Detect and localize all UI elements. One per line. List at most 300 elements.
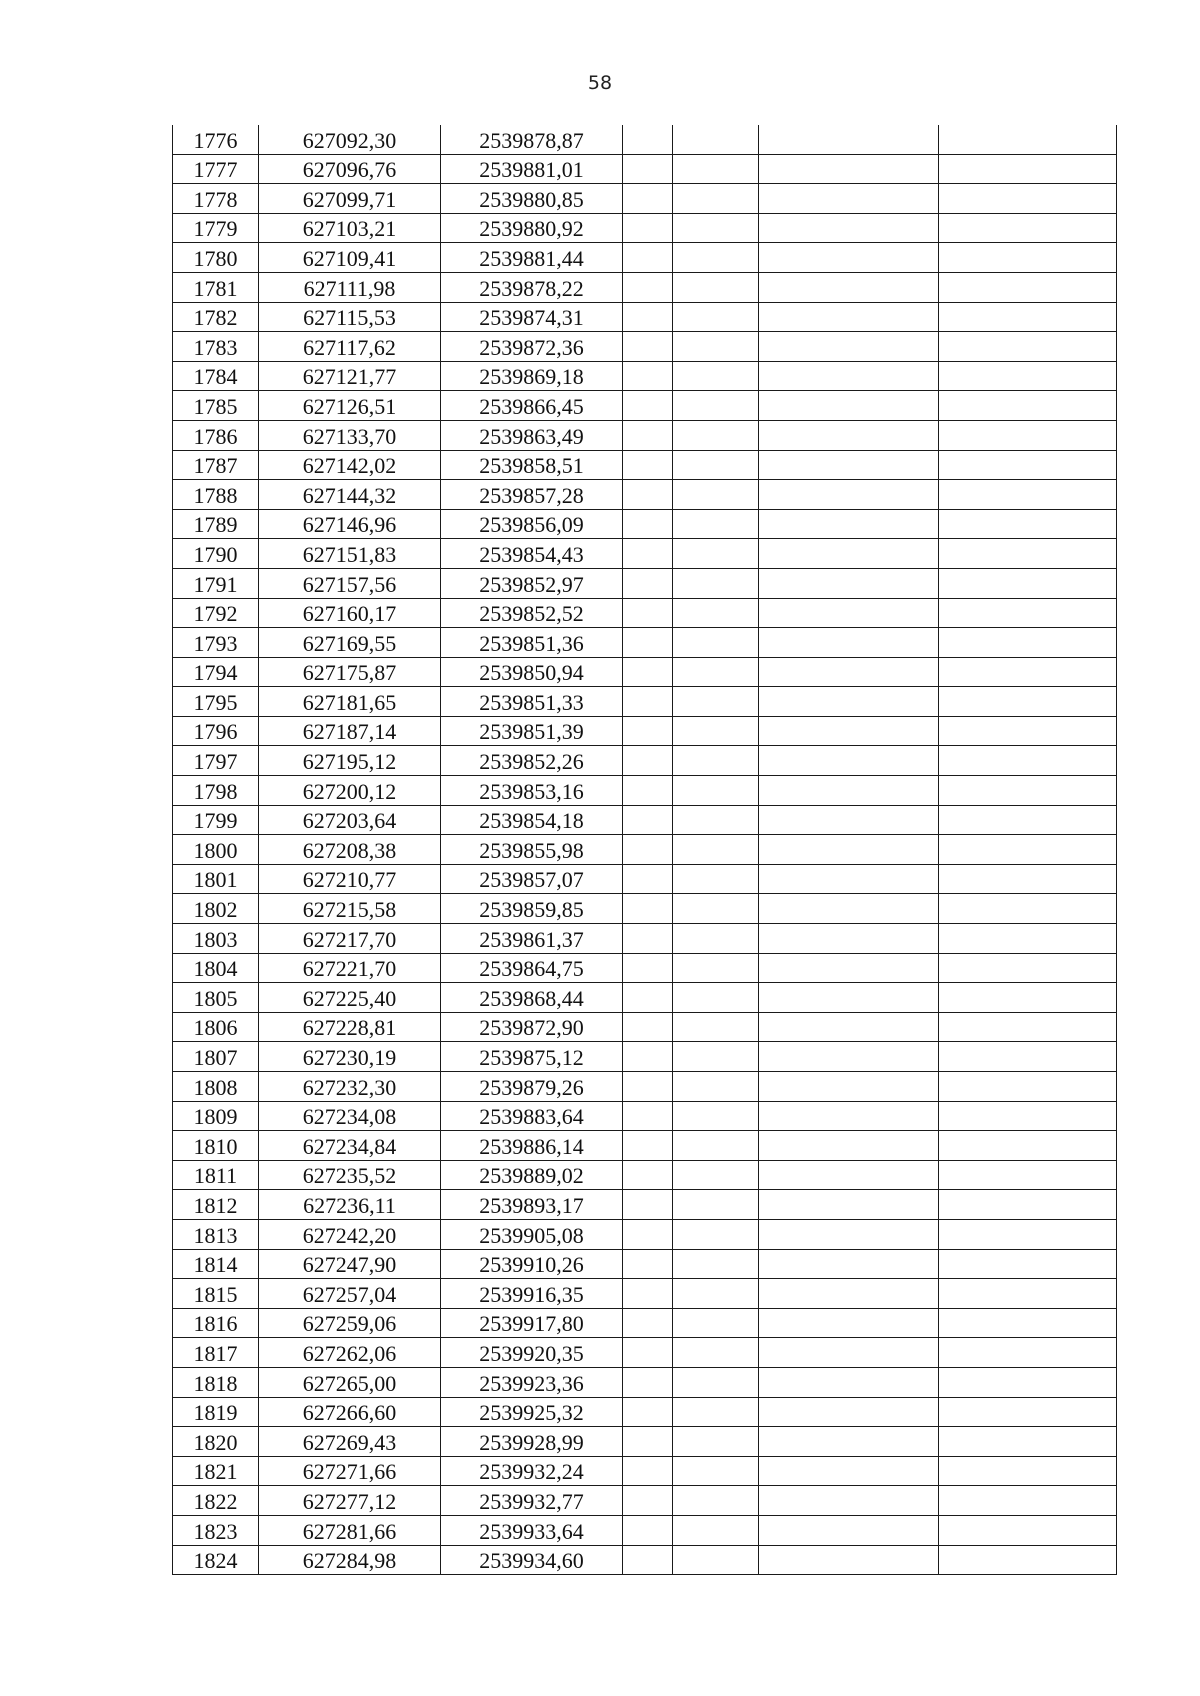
- point-number-cell: 1821: [173, 1456, 259, 1486]
- empty-cell: [759, 924, 939, 954]
- x-coordinate-cell: 627262,06: [259, 1338, 441, 1368]
- empty-cell: [623, 480, 673, 510]
- point-number-cell: 1804: [173, 953, 259, 983]
- empty-cell: [623, 1279, 673, 1309]
- y-coordinate-cell: 2539852,97: [441, 568, 623, 598]
- empty-cell: [673, 746, 759, 776]
- table-row: [173, 687, 1117, 717]
- x-coordinate-cell: 627234,84: [259, 1131, 441, 1161]
- coordinates-table: [172, 125, 1117, 1575]
- empty-cell: [759, 835, 939, 865]
- x-coordinate-cell: 627242,20: [259, 1219, 441, 1249]
- empty-cell: [673, 776, 759, 806]
- x-coordinate-cell: 627160,17: [259, 598, 441, 628]
- empty-cell: [673, 716, 759, 746]
- point-number-cell: 1806: [173, 1012, 259, 1042]
- x-coordinate-cell: 627103,21: [259, 213, 441, 243]
- empty-cell: [673, 125, 759, 154]
- y-coordinate-cell: 2539869,18: [441, 361, 623, 391]
- empty-cell: [759, 776, 939, 806]
- empty-cell: [939, 1190, 1117, 1220]
- empty-cell: [759, 125, 939, 154]
- empty-cell: [939, 125, 1117, 154]
- empty-cell: [673, 332, 759, 362]
- empty-cell: [759, 154, 939, 184]
- table-row: [173, 1072, 1117, 1102]
- x-coordinate-cell: 627210,77: [259, 864, 441, 894]
- point-number-cell: 1780: [173, 243, 259, 273]
- empty-cell: [673, 243, 759, 273]
- table-row: [173, 1367, 1117, 1397]
- empty-cell: [623, 213, 673, 243]
- empty-cell: [759, 805, 939, 835]
- empty-cell: [673, 154, 759, 184]
- page-number: 58: [587, 72, 613, 94]
- empty-cell: [673, 1072, 759, 1102]
- point-number-cell: 1819: [173, 1397, 259, 1427]
- y-coordinate-cell: 2539932,24: [441, 1456, 623, 1486]
- empty-cell: [759, 391, 939, 421]
- point-number-cell: 1788: [173, 480, 259, 510]
- empty-cell: [623, 687, 673, 717]
- x-coordinate-cell: 627142,02: [259, 450, 441, 480]
- empty-cell: [623, 835, 673, 865]
- y-coordinate-cell: 2539916,35: [441, 1279, 623, 1309]
- empty-cell: [759, 1308, 939, 1338]
- empty-cell: [759, 864, 939, 894]
- table-row: [173, 835, 1117, 865]
- empty-cell: [939, 1515, 1117, 1545]
- table-row: [173, 1219, 1117, 1249]
- y-coordinate-cell: 2539893,17: [441, 1190, 623, 1220]
- y-coordinate-cell: 2539851,39: [441, 716, 623, 746]
- table-row: [173, 1338, 1117, 1368]
- empty-cell: [623, 894, 673, 924]
- empty-cell: [939, 361, 1117, 391]
- empty-cell: [673, 361, 759, 391]
- point-number-cell: 1793: [173, 628, 259, 658]
- x-coordinate-cell: 627092,30: [259, 125, 441, 154]
- empty-cell: [939, 1101, 1117, 1131]
- empty-cell: [623, 1545, 673, 1575]
- point-number-cell: 1796: [173, 716, 259, 746]
- table-row: [173, 243, 1117, 273]
- empty-cell: [623, 391, 673, 421]
- y-coordinate-cell: 2539854,43: [441, 539, 623, 569]
- empty-cell: [759, 243, 939, 273]
- empty-cell: [939, 1219, 1117, 1249]
- y-coordinate-cell: 2539925,32: [441, 1397, 623, 1427]
- point-number-cell: 1824: [173, 1545, 259, 1575]
- empty-cell: [673, 628, 759, 658]
- empty-cell: [759, 953, 939, 983]
- point-number-cell: 1783: [173, 332, 259, 362]
- table-row: [173, 657, 1117, 687]
- y-coordinate-cell: 2539850,94: [441, 657, 623, 687]
- table-row: [173, 420, 1117, 450]
- point-number-cell: 1776: [173, 125, 259, 154]
- empty-cell: [623, 243, 673, 273]
- empty-cell: [759, 1397, 939, 1427]
- empty-cell: [623, 1042, 673, 1072]
- empty-cell: [759, 1367, 939, 1397]
- empty-cell: [759, 1160, 939, 1190]
- point-number-cell: 1803: [173, 924, 259, 954]
- empty-cell: [623, 1072, 673, 1102]
- y-coordinate-cell: 2539932,77: [441, 1486, 623, 1516]
- empty-cell: [673, 1042, 759, 1072]
- table-row: [173, 1131, 1117, 1161]
- table-row: [173, 272, 1117, 302]
- empty-cell: [673, 272, 759, 302]
- empty-cell: [673, 1308, 759, 1338]
- empty-cell: [673, 1219, 759, 1249]
- empty-cell: [759, 1456, 939, 1486]
- x-coordinate-cell: 627225,40: [259, 983, 441, 1013]
- y-coordinate-cell: 2539880,85: [441, 184, 623, 214]
- empty-cell: [939, 568, 1117, 598]
- empty-cell: [759, 1012, 939, 1042]
- empty-cell: [673, 1190, 759, 1220]
- y-coordinate-cell: 2539861,37: [441, 924, 623, 954]
- empty-cell: [939, 746, 1117, 776]
- empty-cell: [673, 953, 759, 983]
- table-row: [173, 1012, 1117, 1042]
- empty-cell: [673, 687, 759, 717]
- empty-cell: [623, 953, 673, 983]
- x-coordinate-cell: 627200,12: [259, 776, 441, 806]
- empty-cell: [623, 184, 673, 214]
- empty-cell: [623, 1456, 673, 1486]
- empty-cell: [623, 598, 673, 628]
- table-row: [173, 539, 1117, 569]
- empty-cell: [623, 805, 673, 835]
- empty-cell: [759, 1042, 939, 1072]
- empty-cell: [939, 983, 1117, 1013]
- empty-cell: [939, 1427, 1117, 1457]
- empty-cell: [759, 568, 939, 598]
- x-coordinate-cell: 627230,19: [259, 1042, 441, 1072]
- point-number-cell: 1784: [173, 361, 259, 391]
- y-coordinate-cell: 2539859,85: [441, 894, 623, 924]
- x-coordinate-cell: 627146,96: [259, 509, 441, 539]
- empty-cell: [623, 539, 673, 569]
- empty-cell: [623, 628, 673, 658]
- empty-cell: [673, 983, 759, 1013]
- empty-cell: [623, 1219, 673, 1249]
- point-number-cell: 1777: [173, 154, 259, 184]
- empty-cell: [939, 302, 1117, 332]
- table-row: [173, 598, 1117, 628]
- y-coordinate-cell: 2539928,99: [441, 1427, 623, 1457]
- table-row: [173, 1486, 1117, 1516]
- x-coordinate-cell: 627235,52: [259, 1160, 441, 1190]
- y-coordinate-cell: 2539858,51: [441, 450, 623, 480]
- point-number-cell: 1809: [173, 1101, 259, 1131]
- empty-cell: [939, 243, 1117, 273]
- empty-cell: [939, 894, 1117, 924]
- x-coordinate-cell: 627115,53: [259, 302, 441, 332]
- point-number-cell: 1791: [173, 568, 259, 598]
- x-coordinate-cell: 627277,12: [259, 1486, 441, 1516]
- x-coordinate-cell: 627284,98: [259, 1545, 441, 1575]
- y-coordinate-cell: 2539852,52: [441, 598, 623, 628]
- empty-cell: [623, 716, 673, 746]
- table-row: [173, 1308, 1117, 1338]
- empty-cell: [759, 1486, 939, 1516]
- y-coordinate-cell: 2539852,26: [441, 746, 623, 776]
- empty-cell: [759, 983, 939, 1013]
- empty-cell: [623, 983, 673, 1013]
- empty-cell: [673, 184, 759, 214]
- point-number-cell: 1811: [173, 1160, 259, 1190]
- empty-cell: [623, 924, 673, 954]
- y-coordinate-cell: 2539864,75: [441, 953, 623, 983]
- empty-cell: [623, 1131, 673, 1161]
- x-coordinate-cell: 627232,30: [259, 1072, 441, 1102]
- point-number-cell: 1778: [173, 184, 259, 214]
- empty-cell: [673, 1427, 759, 1457]
- y-coordinate-cell: 2539857,28: [441, 480, 623, 510]
- empty-cell: [673, 568, 759, 598]
- empty-cell: [939, 1012, 1117, 1042]
- table-row: [173, 924, 1117, 954]
- x-coordinate-cell: 627109,41: [259, 243, 441, 273]
- empty-cell: [673, 1545, 759, 1575]
- empty-cell: [759, 1427, 939, 1457]
- table-row: [173, 1042, 1117, 1072]
- empty-cell: [623, 1427, 673, 1457]
- y-coordinate-cell: 2539856,09: [441, 509, 623, 539]
- empty-cell: [623, 1249, 673, 1279]
- point-number-cell: 1792: [173, 598, 259, 628]
- coordinates-table-body: [173, 125, 1117, 1575]
- empty-cell: [623, 1160, 673, 1190]
- y-coordinate-cell: 2539851,33: [441, 687, 623, 717]
- y-coordinate-cell: 2539855,98: [441, 835, 623, 865]
- empty-cell: [939, 539, 1117, 569]
- point-number-cell: 1786: [173, 420, 259, 450]
- empty-cell: [939, 480, 1117, 510]
- empty-cell: [939, 1042, 1117, 1072]
- x-coordinate-cell: 627228,81: [259, 1012, 441, 1042]
- y-coordinate-cell: 2539920,35: [441, 1338, 623, 1368]
- empty-cell: [673, 1101, 759, 1131]
- point-number-cell: 1807: [173, 1042, 259, 1072]
- empty-cell: [759, 1338, 939, 1368]
- point-number-cell: 1795: [173, 687, 259, 717]
- table-row: [173, 154, 1117, 184]
- y-coordinate-cell: 2539875,12: [441, 1042, 623, 1072]
- y-coordinate-cell: 2539934,60: [441, 1545, 623, 1575]
- table-row: [173, 776, 1117, 806]
- empty-cell: [623, 420, 673, 450]
- empty-cell: [939, 154, 1117, 184]
- table-row: [173, 1249, 1117, 1279]
- empty-cell: [623, 776, 673, 806]
- empty-cell: [759, 746, 939, 776]
- y-coordinate-cell: 2539866,45: [441, 391, 623, 421]
- table-row: [173, 391, 1117, 421]
- empty-cell: [759, 184, 939, 214]
- point-number-cell: 1799: [173, 805, 259, 835]
- empty-cell: [939, 776, 1117, 806]
- empty-cell: [673, 1160, 759, 1190]
- point-number-cell: 1812: [173, 1190, 259, 1220]
- table-row: [173, 1101, 1117, 1131]
- point-number-cell: 1798: [173, 776, 259, 806]
- empty-cell: [673, 1279, 759, 1309]
- empty-cell: [939, 1397, 1117, 1427]
- empty-cell: [759, 1545, 939, 1575]
- x-coordinate-cell: 627271,66: [259, 1456, 441, 1486]
- point-number-cell: 1815: [173, 1279, 259, 1309]
- point-number-cell: 1816: [173, 1308, 259, 1338]
- empty-cell: [759, 332, 939, 362]
- empty-cell: [939, 213, 1117, 243]
- x-coordinate-cell: 627144,32: [259, 480, 441, 510]
- empty-cell: [673, 1367, 759, 1397]
- empty-cell: [939, 391, 1117, 421]
- x-coordinate-cell: 627157,56: [259, 568, 441, 598]
- empty-cell: [623, 864, 673, 894]
- table-row: [173, 953, 1117, 983]
- empty-cell: [939, 1160, 1117, 1190]
- empty-cell: [673, 598, 759, 628]
- y-coordinate-cell: 2539881,44: [441, 243, 623, 273]
- point-number-cell: 1822: [173, 1486, 259, 1516]
- empty-cell: [939, 716, 1117, 746]
- x-coordinate-cell: 627217,70: [259, 924, 441, 954]
- table-row: [173, 125, 1117, 154]
- point-number-cell: 1802: [173, 894, 259, 924]
- empty-cell: [939, 687, 1117, 717]
- y-coordinate-cell: 2539872,36: [441, 332, 623, 362]
- empty-cell: [939, 598, 1117, 628]
- x-coordinate-cell: 627203,64: [259, 805, 441, 835]
- y-coordinate-cell: 2539910,26: [441, 1249, 623, 1279]
- y-coordinate-cell: 2539879,26: [441, 1072, 623, 1102]
- point-number-cell: 1779: [173, 213, 259, 243]
- empty-cell: [673, 1012, 759, 1042]
- x-coordinate-cell: 627236,11: [259, 1190, 441, 1220]
- empty-cell: [673, 924, 759, 954]
- y-coordinate-cell: 2539874,31: [441, 302, 623, 332]
- empty-cell: [673, 1486, 759, 1516]
- empty-cell: [759, 1131, 939, 1161]
- empty-cell: [759, 1190, 939, 1220]
- x-coordinate-cell: 627266,60: [259, 1397, 441, 1427]
- point-number-cell: 1787: [173, 450, 259, 480]
- table-row: [173, 568, 1117, 598]
- empty-cell: [673, 1249, 759, 1279]
- point-number-cell: 1790: [173, 539, 259, 569]
- point-number-cell: 1785: [173, 391, 259, 421]
- x-coordinate-cell: 627259,06: [259, 1308, 441, 1338]
- x-coordinate-cell: 627181,65: [259, 687, 441, 717]
- empty-cell: [673, 420, 759, 450]
- empty-cell: [623, 361, 673, 391]
- x-coordinate-cell: 627247,90: [259, 1249, 441, 1279]
- empty-cell: [673, 391, 759, 421]
- empty-cell: [939, 1308, 1117, 1338]
- point-number-cell: 1789: [173, 509, 259, 539]
- x-coordinate-cell: 627099,71: [259, 184, 441, 214]
- table-row: [173, 1515, 1117, 1545]
- empty-cell: [623, 272, 673, 302]
- empty-cell: [939, 450, 1117, 480]
- x-coordinate-cell: 627215,58: [259, 894, 441, 924]
- point-number-cell: 1817: [173, 1338, 259, 1368]
- point-number-cell: 1805: [173, 983, 259, 1013]
- table-row: [173, 628, 1117, 658]
- empty-cell: [759, 272, 939, 302]
- empty-cell: [939, 184, 1117, 214]
- empty-cell: [939, 628, 1117, 658]
- empty-cell: [759, 1101, 939, 1131]
- y-coordinate-cell: 2539886,14: [441, 1131, 623, 1161]
- point-number-cell: 1800: [173, 835, 259, 865]
- table-row: [173, 864, 1117, 894]
- y-coordinate-cell: 2539881,01: [441, 154, 623, 184]
- x-coordinate-cell: 627265,00: [259, 1367, 441, 1397]
- table-row: [173, 332, 1117, 362]
- x-coordinate-cell: 627169,55: [259, 628, 441, 658]
- x-coordinate-cell: 627281,66: [259, 1515, 441, 1545]
- table-row: [173, 184, 1117, 214]
- empty-cell: [759, 687, 939, 717]
- empty-cell: [939, 420, 1117, 450]
- empty-cell: [673, 894, 759, 924]
- empty-cell: [673, 1131, 759, 1161]
- table-row: [173, 1279, 1117, 1309]
- y-coordinate-cell: 2539854,18: [441, 805, 623, 835]
- point-number-cell: 1794: [173, 657, 259, 687]
- empty-cell: [759, 420, 939, 450]
- empty-cell: [673, 864, 759, 894]
- table-row: [173, 450, 1117, 480]
- y-coordinate-cell: 2539872,90: [441, 1012, 623, 1042]
- x-coordinate-cell: 627221,70: [259, 953, 441, 983]
- empty-cell: [623, 1367, 673, 1397]
- table-row: [173, 1545, 1117, 1575]
- empty-cell: [939, 835, 1117, 865]
- empty-cell: [673, 509, 759, 539]
- empty-cell: [939, 805, 1117, 835]
- empty-cell: [623, 450, 673, 480]
- point-number-cell: 1808: [173, 1072, 259, 1102]
- table-row: [173, 805, 1117, 835]
- x-coordinate-cell: 627133,70: [259, 420, 441, 450]
- empty-cell: [623, 1012, 673, 1042]
- point-number-cell: 1797: [173, 746, 259, 776]
- y-coordinate-cell: 2539857,07: [441, 864, 623, 894]
- x-coordinate-cell: 627117,62: [259, 332, 441, 362]
- table-row: [173, 716, 1117, 746]
- point-number-cell: 1781: [173, 272, 259, 302]
- empty-cell: [673, 1515, 759, 1545]
- table-row: [173, 894, 1117, 924]
- y-coordinate-cell: 2539889,02: [441, 1160, 623, 1190]
- empty-cell: [939, 509, 1117, 539]
- table-row: [173, 1160, 1117, 1190]
- y-coordinate-cell: 2539853,16: [441, 776, 623, 806]
- empty-cell: [673, 835, 759, 865]
- empty-cell: [939, 1072, 1117, 1102]
- empty-cell: [939, 953, 1117, 983]
- empty-cell: [623, 302, 673, 332]
- empty-cell: [759, 1072, 939, 1102]
